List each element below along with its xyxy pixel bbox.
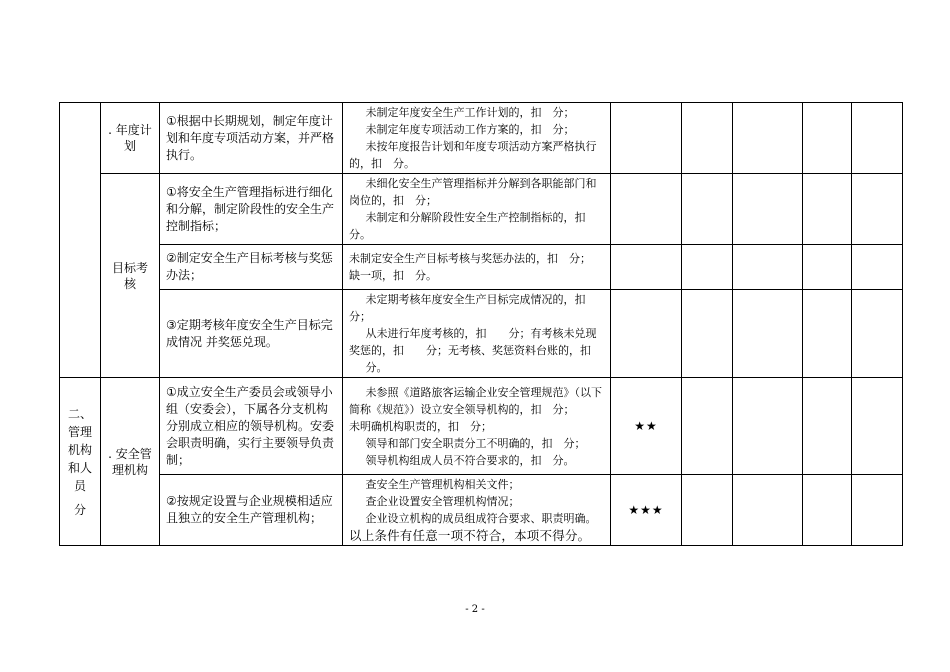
scoring-line: 以上条件有任意一项不符合，本项不得分。 [349, 528, 591, 543]
blank-cell [733, 174, 803, 245]
scoring-cell [343, 245, 611, 290]
scoring-line: 未制定安全生产目标考核与奖惩办法的，扣 分； [349, 252, 591, 265]
requirement-cell: ①根据中长期规划，制定年度计划和年度专项活动方案，并严格执行。 [160, 103, 343, 174]
scoring-cell [343, 290, 611, 378]
blank-cell [682, 103, 733, 174]
blank-cell [803, 378, 852, 475]
scoring-line: 未明确机构职责的，扣 分； [349, 419, 492, 433]
requirement-cell: ①将安全生产管理指标进行细化和分解，制定阶段性的安全生产控制指标； [160, 174, 343, 245]
blank-cell [803, 245, 852, 290]
blank-cell [611, 290, 682, 378]
subitem-annual-plan: . 年度计划 [101, 103, 160, 174]
scoring-line: 领导机构组成人员不符合要求的，扣 分。 [365, 453, 575, 467]
requirement-cell: ①成立安全生产委员会或领导小组（安委会），下属各分支机构分别成立相应的领导机构。安委会职责明确，实行主要领导负责制； [160, 378, 343, 475]
subitem-target-assessment: 目标考核 [101, 174, 160, 378]
table-row [60, 103, 903, 174]
scoring-line: 查安全生产管理机构相关文件； [365, 478, 520, 491]
scoring-line: 未定期考核年度安全生产目标完成情况的，扣分； [349, 293, 586, 323]
scoring-line: 未按年度报告计划和年度专项活动方案严格执行的，扣 分。 [349, 140, 597, 170]
table-row [60, 174, 903, 245]
blank-cell [611, 245, 682, 290]
blank-cell [803, 174, 852, 245]
scoring-cell [343, 475, 611, 546]
blank-cell [852, 475, 903, 546]
blank-cell [852, 174, 903, 245]
scoring-cell [343, 174, 611, 245]
table-row [60, 378, 903, 475]
requirement-cell: ②按规定设置与企业规模相适应且独立的安全生产管理机构； [160, 475, 343, 546]
table-row [60, 475, 903, 546]
table-row [60, 245, 903, 290]
blank-cell [682, 245, 733, 290]
blank-cell [611, 103, 682, 174]
blank-cell [852, 290, 903, 378]
evaluation-table [59, 102, 903, 546]
requirement-cell: ③定期考核年度安全生产目标完成情况 并奖惩兑现。 [160, 290, 343, 378]
blank-cell [733, 245, 803, 290]
category-tail: 分 [73, 502, 86, 517]
level-stars: ★★ [611, 378, 682, 475]
category-cell-empty [60, 103, 101, 378]
blank-cell [852, 103, 903, 174]
scoring-line: 分。 [365, 361, 388, 374]
blank-cell [803, 103, 852, 174]
blank-cell [682, 378, 733, 475]
blank-cell [733, 290, 803, 378]
blank-cell [733, 378, 803, 475]
table-row [60, 290, 903, 378]
level-stars: ★★★ [611, 475, 682, 546]
scoring-line: 未参照《道路旅客运输企业安全管理规范》（以下简称《规范》）设立安全领导机构的，扣 分； [349, 385, 602, 416]
scoring-cell [343, 103, 611, 174]
scoring-cell [343, 378, 611, 475]
scoring-line: 未细化安全生产管理指标并分解到各职能部门和岗位的，扣 分； [349, 177, 597, 207]
blank-cell [682, 475, 733, 546]
scoring-line: 领导和部门安全职责分工不明确的，扣 分； [365, 436, 586, 450]
scoring-line: 未制定和分解阶段性安全生产控制指标的，扣分。 [349, 211, 586, 241]
scoring-line: 从未进行年度考核的，扣 分；有考核未兑现奖惩的，扣 分；无考核、奖惩资料台账的，扣 [349, 327, 597, 357]
scoring-line: 查企业设置安全管理机构情况； [365, 495, 520, 508]
category-management-org [60, 378, 101, 546]
blank-cell [611, 174, 682, 245]
blank-cell [803, 475, 852, 546]
subitem-safety-org: . 安全管理机构 [101, 378, 160, 546]
scoring-line: 企业设立机构的成员组成符合要求、职责明确。 [365, 512, 597, 525]
blank-cell [852, 378, 903, 475]
blank-cell [803, 290, 852, 378]
scoring-line: 未制定年度安全生产工作计划的，扣 分； [365, 106, 575, 119]
blank-cell [733, 103, 803, 174]
page-number: - 2 - [465, 604, 485, 615]
blank-cell [682, 174, 733, 245]
blank-cell [852, 245, 903, 290]
scoring-line: 未制定年度专项活动工作方案的，扣 分； [365, 123, 575, 136]
category-label: 二、管理机构和人员 [67, 406, 92, 493]
scoring-line: 缺一项，扣 分。 [349, 269, 437, 282]
blank-cell [682, 290, 733, 378]
blank-cell [733, 475, 803, 546]
requirement-cell: ②制定安全生产目标考核与奖惩办法； [160, 245, 343, 290]
